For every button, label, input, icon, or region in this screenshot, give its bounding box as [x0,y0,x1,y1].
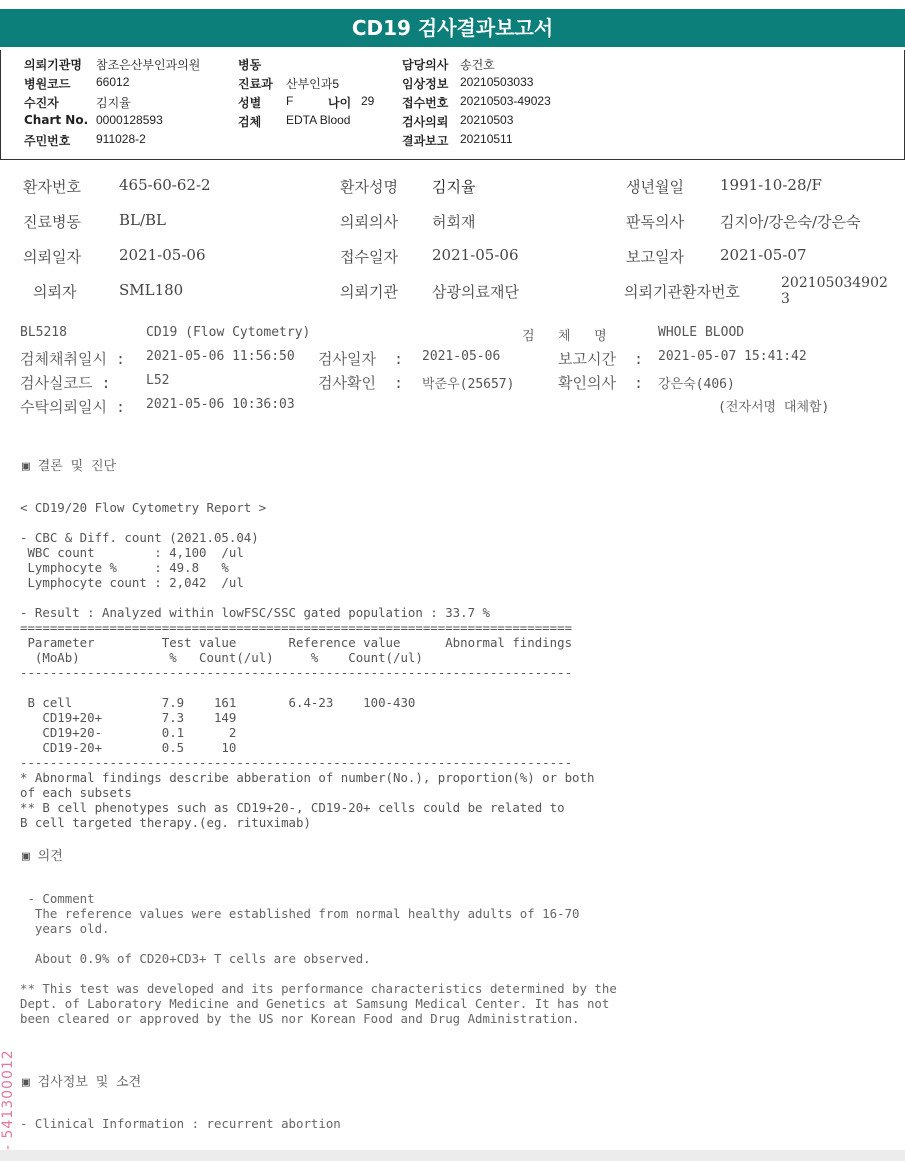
header-field: 접수번호 20210503-49023 [402,94,551,110]
field-label: 접수일자 [340,248,398,266]
section-clinical-title: ▣ 검사정보 및 소견 [22,1075,142,1090]
field-value: 삼광의료재단 [432,283,519,301]
esign-note: (전자서명 대체함) [718,400,830,415]
header-field: 검체 EDTA Blood [238,113,351,129]
report-time-label: 보고시간 : [558,350,644,368]
verified-label: 검사확인 : [318,374,404,392]
field-value: 2021-05-06 [119,246,206,264]
collect-value: 2021-05-06 11:56:50 [146,349,295,364]
test-date-label: 검사일자 : [318,350,404,368]
header-field: 결과보고 20210511 [402,132,513,148]
field-value: 2021-05-07 [720,246,807,264]
lab-code-value: L52 [146,373,170,388]
header-field: 담당의사 송건호 [402,58,495,72]
header-field: 주민번호 911028-2 [24,132,146,148]
field-label: 판독의사 [626,213,684,231]
header-field: 검사의뢰 20210503 [402,113,514,129]
test-code: BL5218 [20,325,67,340]
field-value: 1991-10-28/F [720,176,822,194]
request-header [0,50,905,160]
header-field: 임상정보 20210503033 [402,75,534,91]
header-field: 병동 [238,58,262,72]
header-col-2 [238,56,374,132]
field-value: 465-60-62-2 [119,176,211,194]
field-value: 허회재 [432,213,476,231]
comment-body: - Comment The reference values were established from normal healthy adults of 16-70 years old. About 0.9% of CD20+CD3+ T cells are observed. ** This test was developed and its performance characteristics determined by the Dept. of Laboratory Medicine and Genetics at Samsung Medical Center. It has not been cleared or approved by the US nor Korean Food and Drug Administration. [20,891,617,1026]
header-field: 병원코드 66012 [24,75,130,91]
header-col-3 [402,56,551,151]
specimen-value: WHOLE BLOOD [658,325,745,340]
test-date-value: 2021-05-06 [422,349,501,364]
header-field: Chart No. 0000128593 [24,113,163,127]
patient-info-row [0,172,905,207]
lab-code-label: 검사실코드 : [20,374,111,392]
specimen-id-stamp: - 541300012 [0,1049,16,1150]
header-field: 성별 F 나이 29 [238,94,375,110]
section-conclusion-title: ▣ 결론 및 진단 [22,459,117,474]
field-label: 보고일자 [626,248,684,266]
report-body: < CD19/20 Flow Cytometry Report > - CBC & Diff. count (2021.05.04) WBC count : 4,100 /ul Lymphocyte % : 49.8 % Lymphocyte count : 2,042 /ul - Result : Analyzed within lowFSC/SSC gated population : 33.7 % ========================================================================== Parameter Test value Reference value Abnormal findings (MoAb) % Count(/ul) % Count(/ul) -------------------------------------------------------------------------- B cell 7.9 161 6.4-23 100-430 CD19+20+ 7.3 149 CD19+20- 0.1 2 CD19-20+ 0.5 10 -------------------------------------------------------------------------- * Abnormal findings describe abberation of number(No.), proportion(%) or both of each subsets ** B cell phenotypes such as CD19+20-, CD19-20+ cells could be related to B cell targeted therapy.(eg. rituximab) [20,500,595,830]
field-label: 의뢰일자 [23,248,81,266]
field-label: 의뢰기관환자번호 [624,283,740,301]
confirm-doc-label: 확인의사 : [558,374,644,392]
header-field: 수진자 김지율 [24,96,131,110]
field-label: 의뢰기관 [340,283,398,301]
verified-value: 박준우(25657) [422,377,515,392]
patient-name: 김지율 [432,178,476,196]
header-field: 의뢰기관명 참조은산부인과의원 [24,58,201,72]
report-time-value: 2021-05-07 15:41:42 [658,349,807,364]
section-opinion-title: ▣ 의견 [22,849,63,864]
specimen-label: 검 체 명 [522,329,607,344]
confirm-doc-value: 강은숙(406) [658,377,735,392]
field-value: 202105034902 3 [781,275,888,307]
page-footer-bar [0,1150,905,1161]
field-value: 김지아/강은숙/강은숙 [720,213,861,231]
field-label: 의뢰의사 [340,213,398,231]
patient-info-grid [0,172,905,312]
patient-info-row [0,207,905,242]
field-label: 의뢰자 [33,283,77,301]
patient-info-row [0,277,905,312]
consign-value: 2021-05-06 10:36:03 [146,397,295,412]
header-field: 진료과 산부인과5 [238,77,340,91]
field-label: 진료병동 [23,213,81,231]
field-label: 생년월일 [626,178,684,196]
test-name: CD19 (Flow Cytometry) [146,325,311,340]
field-value: SML180 [119,281,184,299]
field-value: 2021-05-06 [432,246,519,264]
collect-label: 검체채취일시 : [20,350,126,368]
field-label: 환자번호 [23,178,81,196]
clinical-info: - Clinical Information : recurrent abortion [20,1116,341,1131]
consign-label: 수탁의뢰일시 : [20,398,126,416]
patient-info-row [0,242,905,277]
header-col-1 [24,56,200,151]
report-title: CD19 검사결과보고서 [0,9,905,47]
field-value: BL/BL [119,211,167,229]
field-label: 환자성명 [340,178,398,196]
